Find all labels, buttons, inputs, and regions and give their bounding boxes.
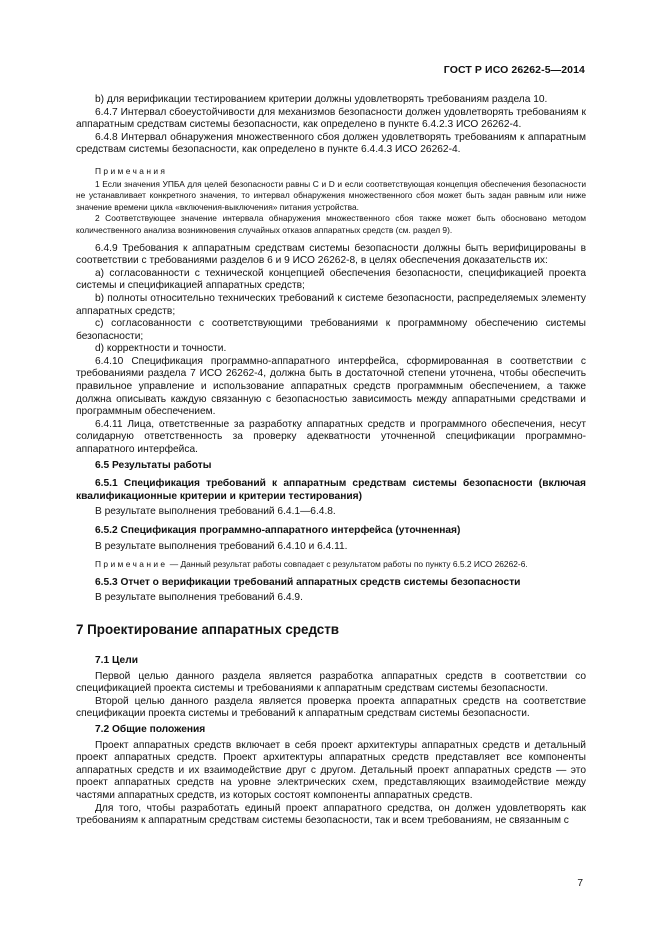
paragraph-6-4-9: 6.4.9 Требования к аппаратным средствам системы безопасности должны быть верифицированы в соответствии с требованиями разделов 6 и 9 ИСО 26262-8, в целях обеспечения доказательств их: [76, 242, 586, 267]
paragraph-7-1-second: Второй целью данного раздела является проверка проекта аппаратных средств на соответствие спецификации проекта системы и требований к аппаратным средствам системы безопасности. [76, 695, 586, 720]
list-item-d: d) корректности и точности. [95, 343, 227, 355]
list-item-c: c) согласованности с соответствующими требованиями к программному обеспечению системы безопасности; [76, 318, 586, 342]
note-3 [76, 559, 586, 571]
paragraph-6-5-1: В результате выполнения требований 6.4.1—6.4.8. [95, 506, 336, 518]
note-2: 2 Соответствующее значение интервала обнаружения множественного сбоя также может быть обосновано методом количественного анализа возникновения случайных отказов аппаратных средств (см. раздел 9). [76, 213, 586, 235]
paragraph-7-2-first: Проект аппаратных средств включает в себя проект архитектуры аппаратных средств и детальный проект аппаратных средств. Проект архитектуры аппаратных средств представляет все компоненты аппаратных средств и их взаимодействие друг с другом. Детальный проект аппаратных средств — это проект аппаратных средств на уровне электрических схем, представляющих взаимодействие между частями аппаратных средств, из которых состоят компоненты аппаратных средств. [76, 739, 586, 801]
paragraph-7-1-first: Первой целью данного раздела является разработка аппаратных средств в соответствии со спецификацией проекта системы и требованиями к аппаратным средствам системы безопасности. [76, 670, 586, 695]
document-body [76, 94, 586, 828]
heading-6-5-3: 6.5.3 Отчет о верификации требований аппаратных средств системы безопасности [95, 576, 521, 588]
paragraph-6-4-7: 6.4.7 Интервал сбоеустойчивости для механизмов безопасности должен удовлетворять требованиям к аппаратным средствам системы безопасности, как определено в пункте 6.4.2.3 ИСО 26262-4. [76, 106, 586, 131]
paragraph-7-2-second: Для того, чтобы разработать единый проект аппаратного средства, он должен удовлетворять как требованиям к аппаратным средствам системы безопасности, так и всем требованиям, не связанным с [76, 802, 586, 827]
note-3-text: — Данный результат работы совпадает с результатом работы по пункту 6.5.2 ИСО 26262-6. [167, 559, 528, 570]
paragraph-b-verification: b) для верификации тестированием критерии должны удовлетворять требованиям раздела 10. [95, 94, 548, 105]
heading-7: 7 Проектирование аппаратных средств [76, 621, 340, 637]
paragraph-6-4-11: 6.4.11 Лица, ответственные за разработку аппаратных средств и программного обеспечения, несут солидарную ответственность за проверку адекватности уточненной спецификации программно-аппаратного интерфейса. [76, 418, 586, 456]
note-3-label: Примечание [95, 559, 168, 570]
list-item-b: b) полноты относительно технических требований к системе безопасности, распределяемых элементу аппаратных средств; [76, 292, 586, 317]
paragraph-6-4-8: 6.4.8 Интервал обнаружения множественного сбоя должен удовлетворять требованиям к аппаратным средствам системы безопасности, как определено в пункте 6.4.4.3 ИСО 26262-4. [76, 131, 586, 156]
paragraph-6-5-3: В результате выполнения требований 6.4.9. [95, 592, 303, 604]
heading-7-1: 7.1 Цели [95, 654, 138, 666]
paragraph-6-5-2: В результате выполнения требований 6.4.10 и 6.4.11. [95, 540, 348, 552]
heading-6-5-1: 6.5.1 Спецификация требований к аппаратным средствам системы безопасности (включая квалификационные критерии и критерии тестирования) [76, 478, 586, 502]
document-header: ГОСТ Р ИСО 26262-5—2014 [443, 64, 585, 76]
list-item-a: a) согласованности с технической концепцией обеспечения безопасности, спецификацией проекта системы и спецификацией аппаратных средств; [76, 267, 586, 292]
notes-title: Примечания [95, 165, 168, 176]
heading-6-5-2: 6.5.2 Спецификация программно-аппаратного интерфейса (уточненная) [95, 525, 461, 536]
heading-6-5: 6.5 Результаты работы [95, 459, 212, 471]
paragraph-6-4-10: 6.4.10 Спецификация программно-аппаратного интерфейса, сформированная в соответствии с требованиями раздела 7 ИСО 26262-4, должна быть в достаточной степени уточнена, чтобы обеспечить правильное управление и использование аппаратных средств программным обеспечением, а также должна описывать каждую связанную с безопасностью зависимость между аппаратными средствами и программным обеспечением. [76, 355, 586, 418]
note-1: 1 Если значения УПБА для целей безопасности равны C и D и если соответствующая концепция обеспечения безопасности не устанавливает конкретного значения, то интервал обнаружения множественного сбоя может быть задан равным или ниже значение времени цикла «включения-выключения» питания устройства. [76, 178, 586, 212]
heading-7-2: 7.2 Общие положения [95, 723, 206, 735]
page-number: 7 [577, 878, 583, 889]
